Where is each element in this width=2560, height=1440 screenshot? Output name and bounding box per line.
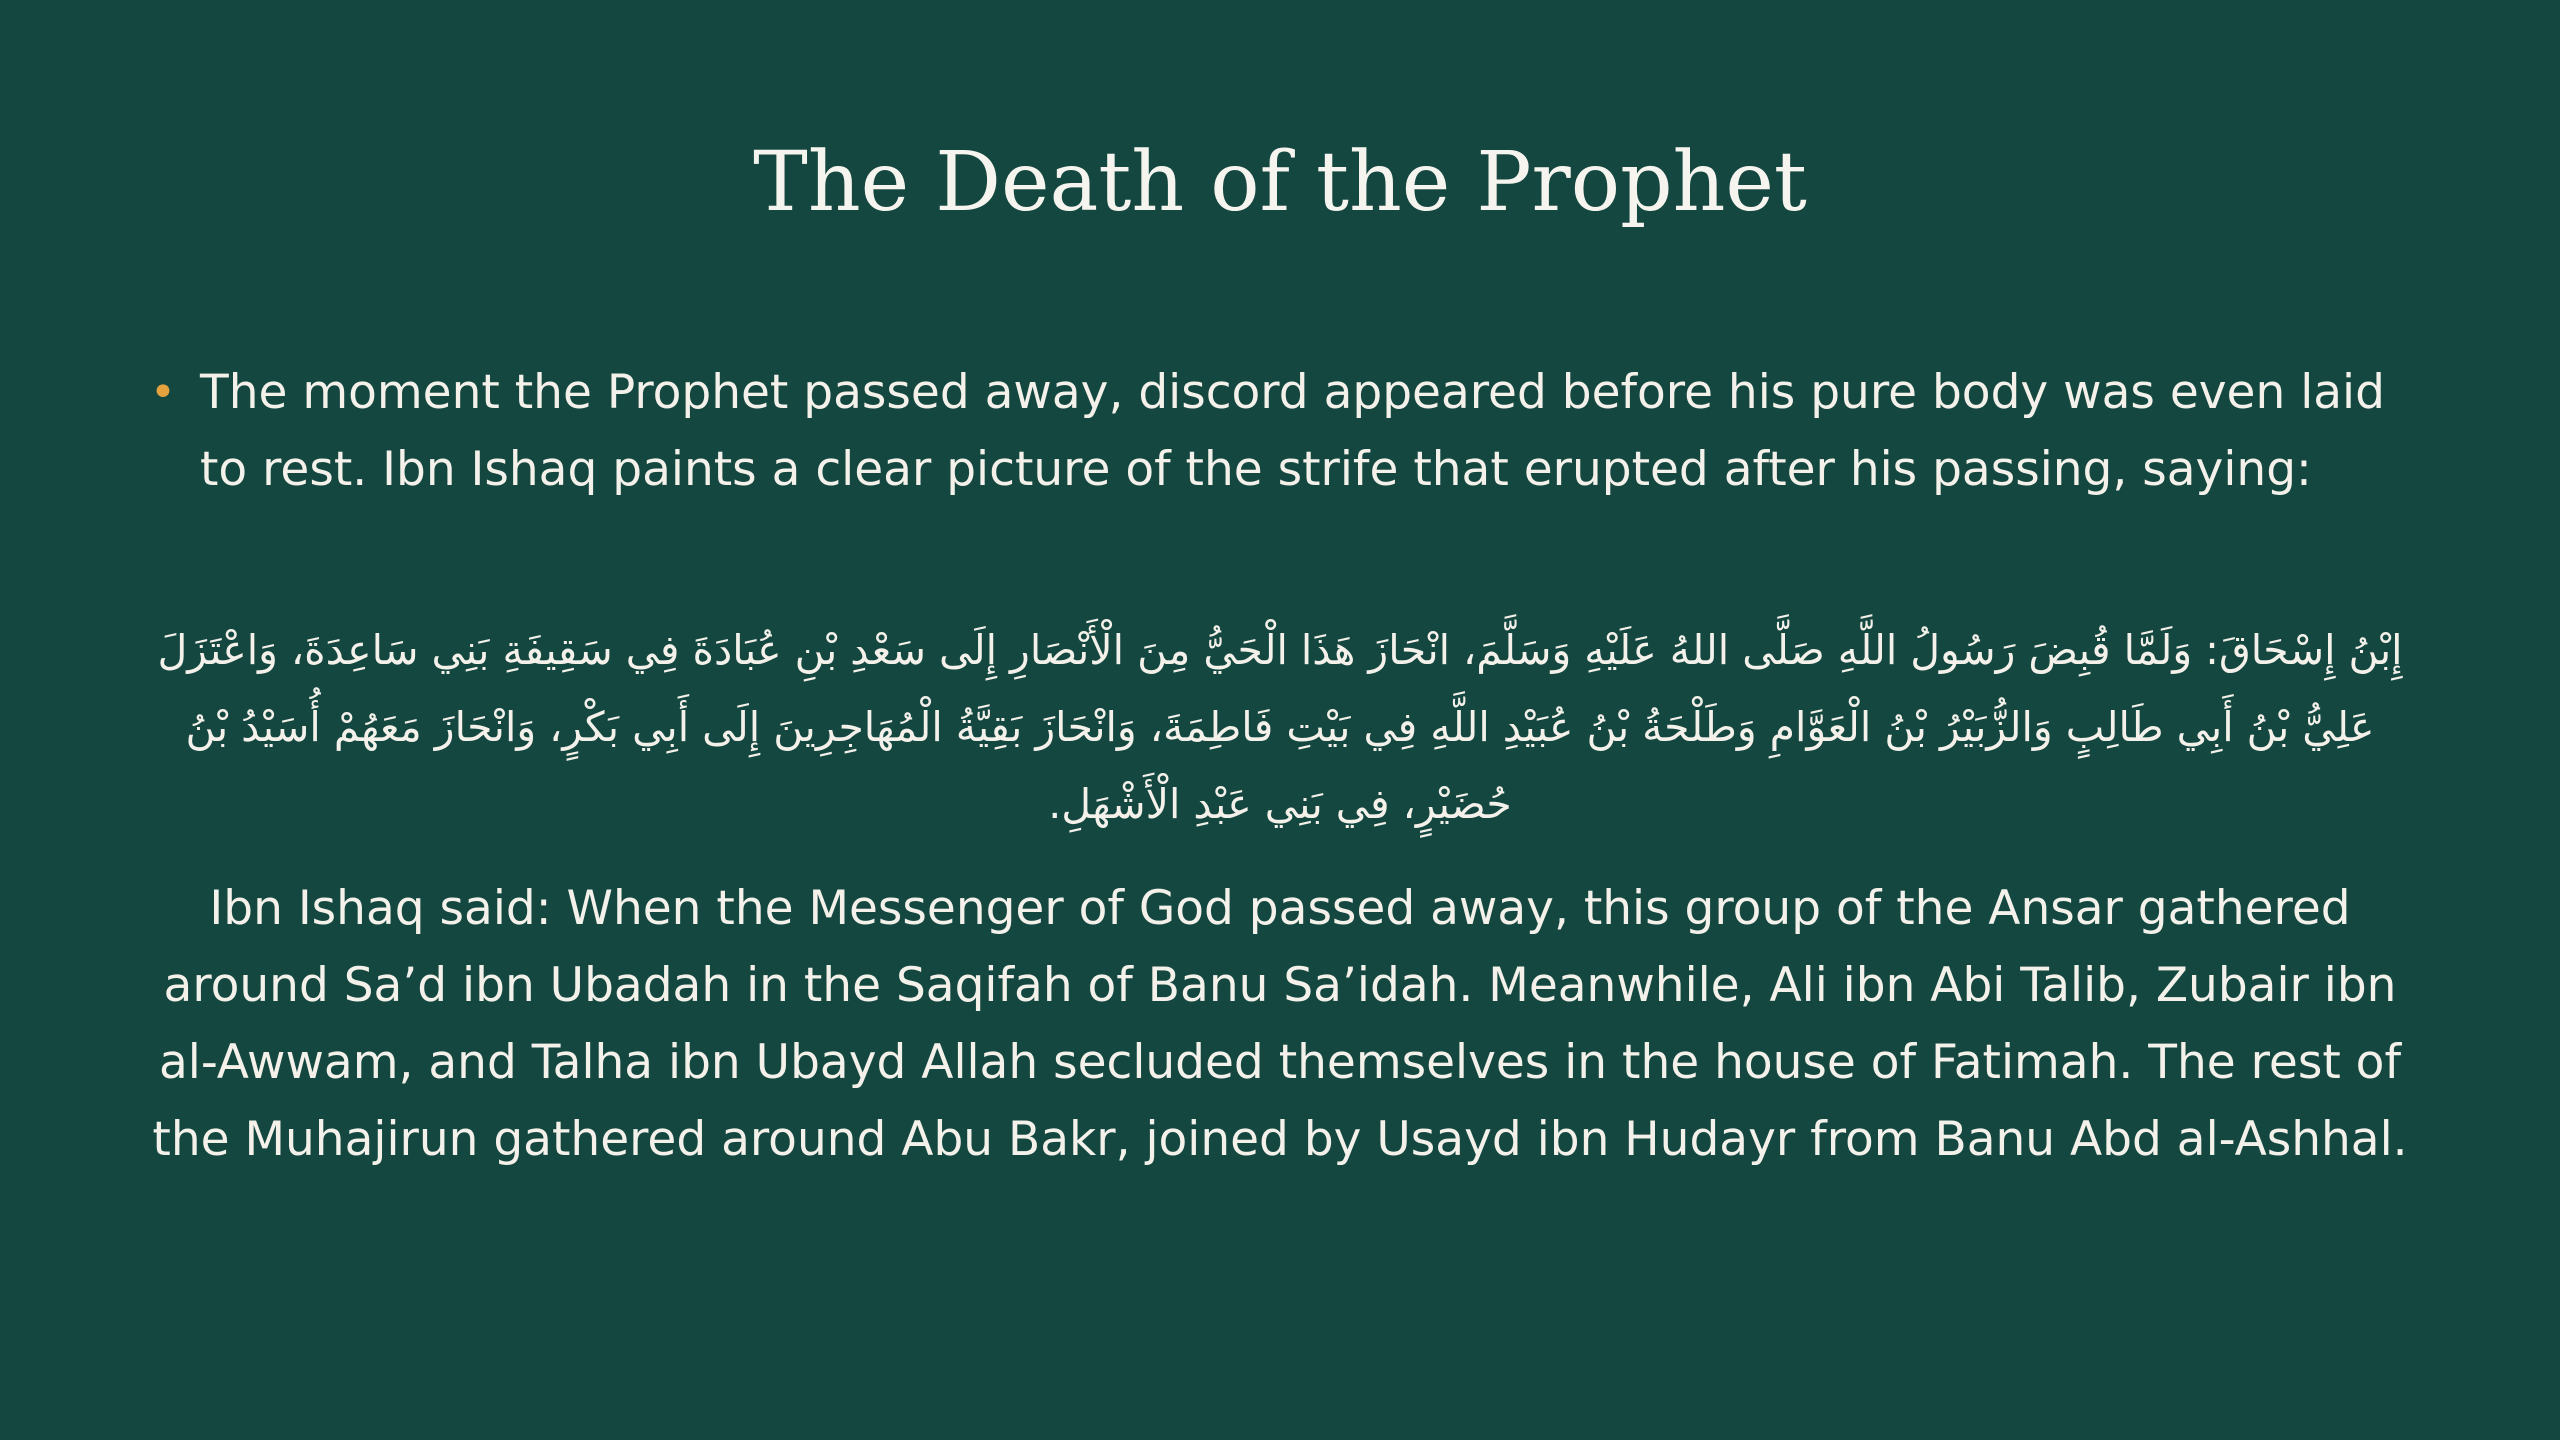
bullet-text: The moment the Prophet passed away, discord appeared before his pure body was even laid to rest. Ibn Ishaq paints a clear picture of the strife that erupted after his passing, saying: bbox=[200, 365, 2385, 497]
translation-paragraph: Ibn Ishaq said: When the Messenger of God passed away, this group of the Ansar gathered around Sa’d ibn Ubadah in the Saqifah of Banu Sa’idah. Meanwhile, Ali ibn Abi Talib, Zubair ibn al-Awwam, and Talha ibn Ubayd Allah secluded themselves in the house of Fatimah. The rest of the Muhajirun gathered around Abu Bakr, joined by Usayd ibn Hudayr from Banu Abd al-Ashhal. bbox=[152, 881, 2408, 1167]
arabic-quote: إِبْنُ إِسْحَاقَ: وَلَمَّا قُبِضَ رَسُولُ اللَّهِ صَلَّى اللهُ عَلَيْهِ وَسَلَّمَ، انْحَازَ هَذَا الْحَيُّ مِنَ الْأَنْصَارِ إِلَى سَعْدِ بْنِ عُبَادَةَ فِي سَقِيفَةِ بَنِي سَاعِدَةَ، وَاعْتَزَلَ عَلِيُّ بْنُ أَبِي طَالِبٍ وَالزُّبَيْرُ بْنُ الْعَوَّامِ وَطَلْحَةُ بْنُ عُبَيْدِ اللَّهِ فِي بَيْتِ فَاطِمَةَ، وَانْحَازَ بَقِيَّةُ الْمُهَاجِرِينَ إِلَى أَبِي بَكْرٍ، وَانْحَازَ مَعَهُمْ أُسَيْدُ بْنُ حُضَيْرٍ، فِي بَنِي عَبْدِ الْأَشْهَلِ. bbox=[157, 626, 2403, 828]
slide-title: The Death of the Prophet bbox=[753, 135, 1807, 230]
bullet-marker: • bbox=[150, 367, 176, 418]
bullet-point bbox=[150, 354, 2410, 508]
